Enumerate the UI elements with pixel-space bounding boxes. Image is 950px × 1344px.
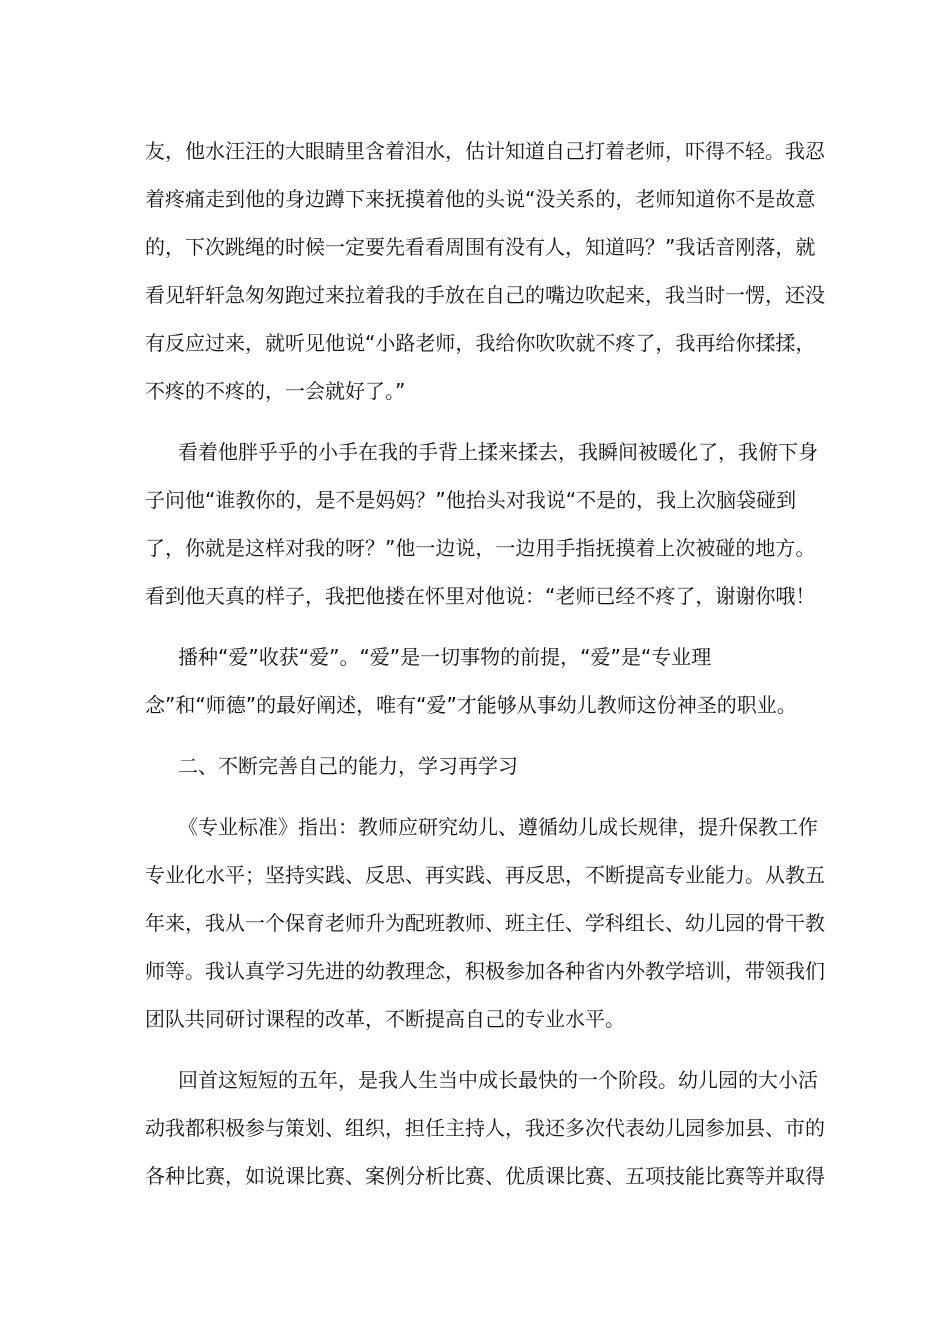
section-heading: [145, 742, 805, 790]
heading-line: 二、不断完善自己的能力，学习再学习: [178, 754, 518, 778]
paragraph-6: [145, 1056, 825, 1200]
text-line: 回首这短短的五年，是我人生当中成长最快的一个阶段。幼儿园的大小活: [178, 1068, 818, 1092]
document-body: [145, 127, 825, 1200]
text-line: 《专业标准》指出：教师应研究幼儿、遵循幼儿成长规律，提升保教工作: [178, 815, 818, 839]
text-line: 团队共同研讨课程的改革，不断提高自己的专业水平。: [145, 1007, 625, 1031]
text-line: 友，他水汪汪的大眼睛里含着泪水，估计知道自己打着老师，吓得不轻。我忍: [145, 139, 825, 163]
text-line: 子问他“谁教你的，是不是妈妈？”他抬头对我说“不是的，我上次脑袋碰到: [145, 488, 797, 512]
text-line: 师等。我认真学习先进的幼教理念，积极参加各种省内外教学培训，带领我们: [145, 959, 825, 983]
paragraph-3: [145, 633, 805, 729]
text-line: 不疼的不疼的，一会就好了。”: [145, 379, 406, 403]
paragraph-2: [145, 428, 818, 620]
text-line: 专业化水平；坚持实践、反思、再实践、再反思，不断提高专业能力。从教五: [145, 863, 825, 887]
text-line: 动我都积极参与策划、组织，担任主持人，我还多次代表幼儿园参加县、市的: [145, 1116, 825, 1140]
paragraph-5: [145, 803, 825, 1043]
text-line: 看到他天真的样子，我把他搂在怀里对他说：“老师已经不疼了，谢谢你哦！: [145, 584, 816, 608]
text-line: 播种“爱”收获“爱”。“爱”是一切事物的前提，“爱”是“专业理: [178, 645, 712, 669]
text-line: 看着他胖乎乎的小手在我的手背上揉来揉去，我瞬间被暖化了，我俯下身: [178, 440, 818, 464]
text-line: 着疼痛走到他的身边蹲下来抚摸着他的头说“没关系的，老师知道你不是故意: [145, 187, 816, 211]
text-line: 看见轩轩急匆匆跑过来拉着我的手放在自己的嘴边吹起来，我当时一愣，还没: [145, 283, 825, 307]
text-line: 的，下次跳绳的时候一定要先看看周围有没有人，知道吗？”我话音刚落，就: [145, 235, 816, 259]
text-line: 年来，我从一个保育老师升为配班教师、班主任、学科组长、幼儿园的骨干教: [145, 911, 825, 935]
text-line: 各种比赛，如说课比赛、案例分析比赛、优质课比赛、五项技能比赛等并取得: [145, 1164, 825, 1188]
text-line: 有反应过来，就听见他说“小路老师，我给你吹吹就不疼了，我再给你揉揉，: [145, 331, 816, 355]
text-line: 了，你就是这样对我的呀？”他一边说，一边用手指抚摸着上次被碰的地方。: [145, 536, 816, 560]
paragraph-1: [145, 127, 825, 415]
text-line: 念”和“师德”的最好阐述，唯有“爱”才能够从事幼儿教师这份神圣的职业。: [145, 693, 797, 717]
